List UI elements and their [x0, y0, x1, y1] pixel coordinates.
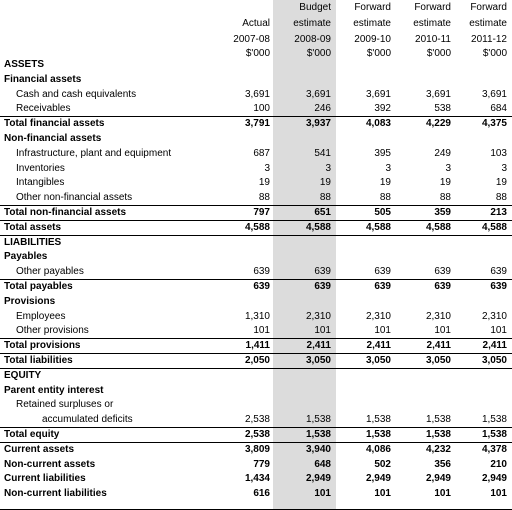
cell-value: 213	[490, 207, 507, 218]
cell-value: 4,588	[425, 221, 451, 233]
table-row	[0, 413, 512, 427]
row-label: accumulated deficits	[42, 414, 133, 426]
cell-value: 505	[374, 207, 391, 218]
cell-value: 249	[434, 147, 451, 159]
table-row	[0, 132, 512, 146]
cell-value: 88	[439, 192, 451, 204]
cell-value: 2,949	[481, 473, 507, 485]
cell-value: 19	[379, 177, 391, 189]
row-rule-above	[0, 353, 512, 354]
cell-value: 4,588	[481, 221, 507, 233]
table-row	[0, 102, 512, 116]
cell-value: 4,375	[481, 118, 507, 130]
cell-value: 2,949	[305, 473, 331, 485]
column-header-3-line3: 2009-10	[354, 34, 391, 45]
table-row	[0, 354, 512, 368]
column-header-1-line3: 2007-08	[233, 34, 270, 45]
column-header-3-line1: Forward	[354, 2, 391, 13]
column-header-2-line3: 2008-09	[294, 34, 331, 45]
cell-value: 2,310	[481, 310, 507, 322]
cell-value: 4,083	[365, 118, 391, 130]
cell-value: 4,229	[425, 118, 451, 130]
cell-value: 101	[490, 488, 507, 500]
cell-value: 4,086	[365, 443, 391, 455]
cell-value: 3,937	[305, 118, 331, 130]
column-header-3-line4: $'000	[366, 48, 391, 59]
cell-value: 538	[434, 103, 451, 115]
column-header-1-line2: Actual	[242, 18, 270, 29]
cell-value: 3,691	[425, 88, 451, 100]
cell-value: 392	[374, 103, 391, 115]
cell-value: 639	[490, 281, 507, 292]
cell-value: 1,434	[244, 473, 270, 485]
column-header-4-line2: estimate	[413, 18, 451, 29]
cell-value: 2,949	[365, 473, 391, 485]
row-label: Total payables	[4, 281, 73, 292]
row-label: Parent entity interest	[4, 384, 104, 396]
cell-value: 648	[314, 458, 331, 470]
cell-value: 101	[314, 325, 331, 337]
table-row	[0, 236, 512, 250]
cell-value: 210	[490, 458, 507, 470]
row-label: Payables	[4, 251, 48, 263]
cell-value: 101	[374, 488, 391, 500]
cell-value: 3,940	[305, 443, 331, 455]
table-row	[0, 339, 512, 353]
column-header-2-line4: $'000	[306, 48, 331, 59]
cell-value: 639	[374, 281, 391, 292]
row-rule-above	[0, 220, 512, 221]
column-header-5-line2: estimate	[469, 18, 507, 29]
row-rule-above	[0, 279, 512, 280]
cell-value: 3,691	[365, 88, 391, 100]
row-label: Inventories	[16, 162, 65, 174]
cell-value: 684	[490, 103, 507, 115]
row-rule-above	[0, 427, 512, 428]
table-row	[0, 162, 512, 176]
cell-value: 3	[501, 162, 507, 174]
cell-value: 3,050	[481, 355, 507, 366]
cell-value: 3,809	[244, 443, 270, 455]
cell-value: 797	[253, 207, 270, 218]
cell-value: 639	[314, 281, 331, 292]
column-header-3-line2: estimate	[353, 18, 391, 29]
table-row	[0, 88, 512, 102]
row-rule-above	[0, 116, 512, 117]
table-row	[0, 58, 512, 72]
cell-value: 541	[314, 147, 331, 159]
cell-value: 4,588	[305, 221, 331, 233]
table-row	[0, 73, 512, 87]
cell-value: 639	[314, 266, 331, 278]
cell-value: 639	[253, 281, 270, 292]
cell-value: 101	[374, 325, 391, 337]
table-row	[0, 458, 512, 472]
table-row	[0, 280, 512, 294]
row-label: Total liabilities	[4, 355, 73, 366]
row-label: Financial assets	[4, 73, 82, 85]
row-label: Total provisions	[4, 340, 81, 352]
cell-value: 103	[490, 147, 507, 159]
cell-value: 3,691	[244, 88, 270, 100]
table-row	[0, 250, 512, 264]
column-header-4-line3: 2010-11	[415, 34, 451, 45]
cell-value: 19	[495, 177, 507, 189]
table-row	[0, 147, 512, 161]
row-label: Provisions	[4, 295, 56, 307]
cell-value: 100	[253, 103, 270, 115]
cell-value: 2,538	[244, 429, 270, 440]
column-header-1-line4: $'000	[245, 48, 270, 59]
cell-value: 2,411	[482, 340, 507, 352]
cell-value: 2,411	[306, 340, 331, 352]
cell-value: 2,050	[244, 355, 270, 366]
cell-value: 395	[374, 147, 391, 159]
row-label: EQUITY	[4, 369, 42, 381]
cell-value: 101	[434, 488, 451, 500]
table-row	[0, 369, 512, 383]
table-row	[0, 428, 512, 442]
table-row	[0, 472, 512, 486]
cell-value: 2,310	[425, 310, 451, 322]
cell-value: 1,538	[305, 429, 331, 440]
table-row	[0, 117, 512, 131]
cell-value: 651	[314, 207, 331, 218]
cell-value: 1,538	[481, 414, 507, 426]
cell-value: 2,411	[366, 340, 391, 352]
cell-value: 246	[314, 103, 331, 115]
cell-value: 3	[325, 162, 331, 174]
row-label: Receivables	[16, 103, 71, 115]
table-row	[0, 384, 512, 398]
cell-value: 19	[258, 177, 270, 189]
row-label: Intangibles	[16, 177, 65, 189]
cell-value: 3,791	[244, 118, 270, 130]
cell-value: 88	[319, 192, 331, 204]
cell-value: 639	[490, 266, 507, 278]
cell-value: 356	[434, 458, 451, 470]
column-header-5-line4: $'000	[482, 48, 507, 59]
cell-value: 88	[258, 192, 270, 204]
cell-value: 502	[374, 458, 391, 470]
cell-value: 3,691	[481, 88, 507, 100]
column-header-2-line2: estimate	[293, 18, 331, 29]
cell-value: 4,232	[425, 443, 451, 455]
cell-value: 687	[253, 147, 270, 159]
cell-value: 2,411	[426, 340, 451, 352]
column-header-5-line1: Forward	[470, 2, 507, 13]
cell-value: 1,538	[425, 414, 451, 426]
cell-value: 88	[495, 192, 507, 204]
row-label: ASSETS	[4, 59, 45, 70]
cell-value: 4,378	[481, 443, 507, 455]
table-row	[0, 176, 512, 190]
row-label: Non-current assets	[4, 458, 96, 470]
table-row	[0, 324, 512, 338]
cell-value: 1,310	[244, 310, 270, 322]
cell-value: 1,538	[425, 429, 451, 440]
row-label: Non-financial assets	[4, 133, 102, 144]
cell-value: 1,538	[365, 429, 391, 440]
row-label: Total assets	[4, 221, 62, 233]
table-row	[0, 310, 512, 324]
column-header-5-line3: 2011-12	[471, 34, 507, 45]
column-header-4-line4: $'000	[426, 48, 451, 59]
row-label: Other payables	[16, 266, 84, 278]
cell-value: 2,538	[244, 414, 270, 426]
table-row	[0, 295, 512, 309]
cell-value: 639	[374, 266, 391, 278]
cell-value: 2,949	[425, 473, 451, 485]
cell-value: 19	[319, 177, 331, 189]
cell-value: 3	[385, 162, 391, 174]
cell-value: 4,588	[365, 221, 391, 233]
cell-value: 3,050	[365, 355, 391, 366]
cell-value: 779	[253, 458, 270, 470]
cell-value: 19	[439, 177, 451, 189]
cell-value: 1,538	[305, 414, 331, 426]
cell-value: 639	[434, 266, 451, 278]
row-label: Total financial assets	[4, 118, 105, 130]
cell-value: 2,310	[365, 310, 391, 322]
cell-value: 2,310	[305, 310, 331, 322]
row-label: Other provisions	[16, 325, 89, 337]
row-label: Non-current liabilities	[4, 488, 107, 500]
cell-value: 1,538	[365, 414, 391, 426]
cell-value: 4,588	[244, 221, 270, 233]
row-label: Current liabilities	[4, 473, 86, 485]
row-label: Total equity	[4, 429, 60, 440]
table-row	[0, 265, 512, 279]
cell-value: 3,050	[305, 355, 331, 366]
cell-value: 88	[379, 192, 391, 204]
column-header-4-line1: Forward	[414, 2, 451, 13]
table-row	[0, 191, 512, 205]
table-row	[0, 221, 512, 235]
row-label: Retained surpluses or	[16, 399, 114, 411]
cell-value: 359	[434, 207, 451, 218]
row-label: Current assets	[4, 443, 75, 455]
cell-value: 101	[490, 325, 507, 337]
cell-value: 101	[314, 488, 331, 500]
table-row	[0, 487, 512, 501]
row-rule-above	[0, 338, 512, 339]
table-row	[0, 443, 512, 457]
row-label: LIABILITIES	[4, 236, 62, 248]
cell-value: 639	[253, 266, 270, 278]
column-header-2-line1: Budget	[299, 2, 331, 13]
row-label: Total non-financial assets	[4, 207, 127, 218]
cell-value: 1,538	[481, 429, 507, 440]
row-label: Cash and cash equivalents	[16, 88, 137, 100]
table-row	[0, 398, 512, 412]
cell-value: 101	[253, 325, 270, 337]
row-rule-above	[0, 205, 512, 206]
cell-value: 3,691	[305, 88, 331, 100]
row-label: Other non-financial assets	[16, 192, 133, 204]
cell-value: 616	[253, 488, 270, 500]
cell-value: 3	[445, 162, 451, 174]
row-label: Employees	[16, 310, 66, 322]
cell-value: 1,411	[245, 340, 270, 352]
cell-value: 639	[434, 281, 451, 292]
table-row	[0, 206, 512, 220]
cell-value: 3	[264, 162, 270, 174]
cell-value: 101	[434, 325, 451, 337]
row-label: Infrastructure, plant and equipment	[16, 147, 172, 159]
cell-value: 3,050	[425, 355, 451, 366]
